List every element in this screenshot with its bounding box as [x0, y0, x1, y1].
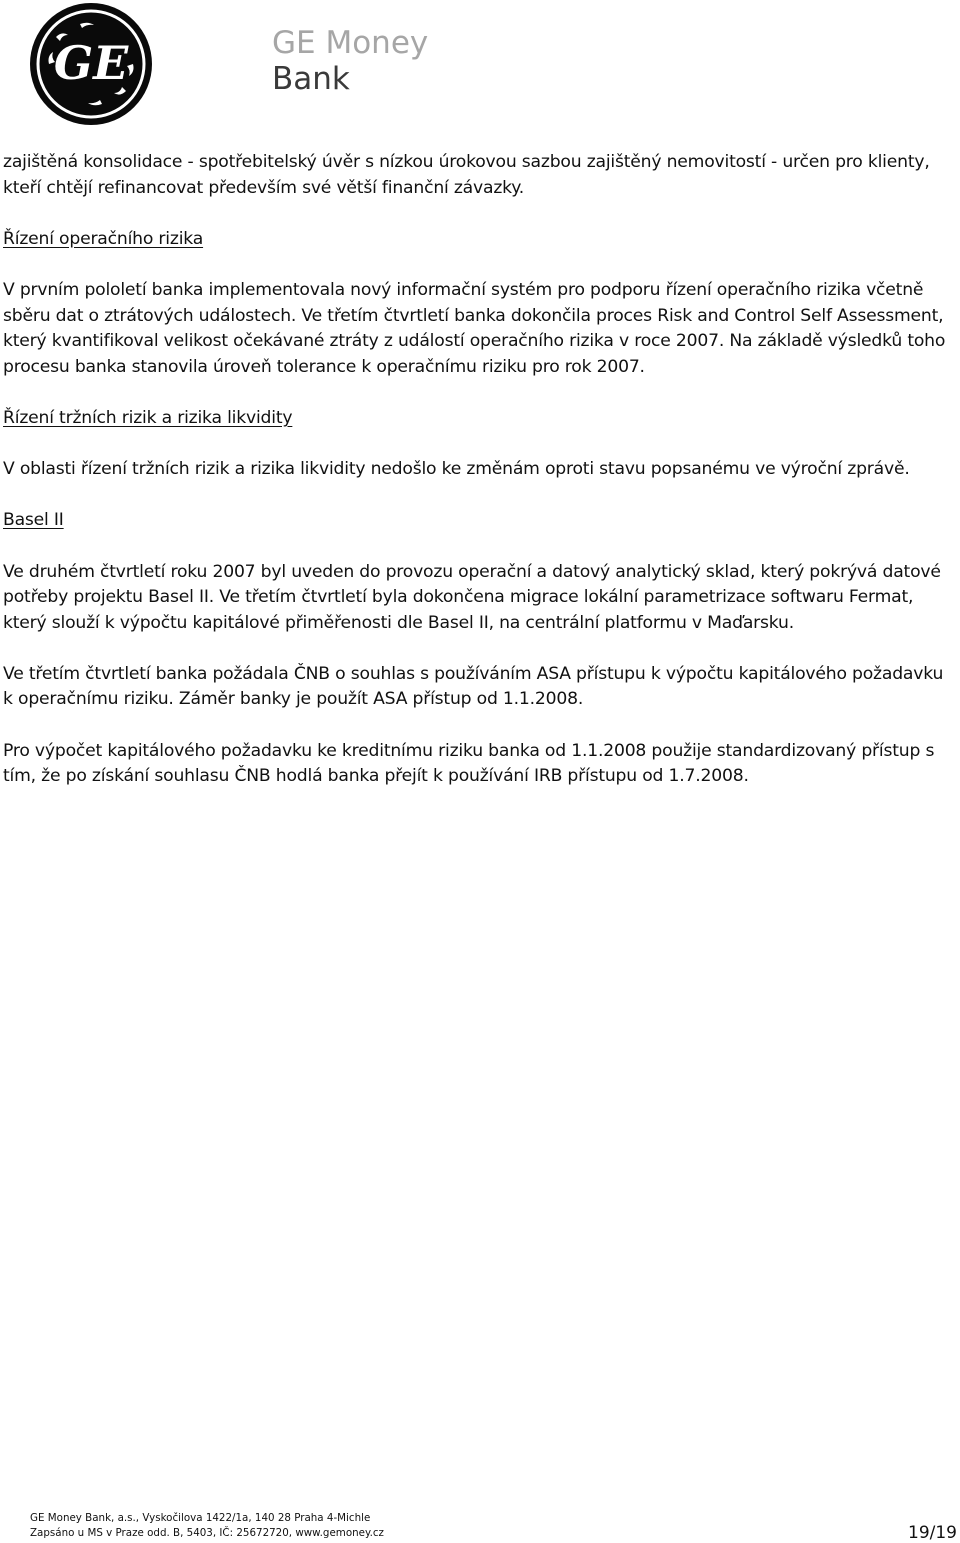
- brand-subname: Bank: [272, 61, 350, 97]
- section-heading-market-liquidity-risk: Řízení tržních rizik a rizika likvidity: [3, 407, 293, 428]
- ge-logo-icon: [28, 2, 154, 126]
- document-body: [3, 150, 958, 815]
- paragraph-operational-risk: V prvním pololetí banka implementovala nový informační systém pro podporu řízení operačního rizika včetně sběru dat o ztrátových událostech. Ve třetím čtvrtletí banka dokončila proces Risk and Control Self Assessment, který kvantifikoval velikost očekávané ztráty z událostí operačního rizika v roce 2007. Na základě výsledků toho procesu banka stanovila úroveň tolerance k operačnímu riziku pro rok 2007.: [3, 279, 946, 377]
- document-footer: [30, 1511, 384, 1541]
- section-heading-operational-risk: Řízení operačního rizika: [3, 228, 204, 249]
- footer-address: GE Money Bank, a.s., Vyskočilova 1422/1a, 140 28 Praha 4-Michle: [30, 1512, 371, 1524]
- brand-name: GE Money: [272, 25, 429, 61]
- paragraph-market-liquidity-risk: V oblasti řízení tržních rizik a rizika likvidity nedošlo ke změnám oproti stavu popsanému ve výroční zprávě.: [3, 459, 910, 480]
- paragraph-basel-ii-3: Pro výpočet kapitálového požadavku ke kreditnímu riziku banka od 1.1.2008 použije standardizovaný přístup s tím, že po získání souhlasu ČNB hodlá banka přejít k používání IRB přístupu od 1.7.2008.: [3, 740, 935, 787]
- footer-registration: Zapsáno u MS v Praze odd. B, 5403, IČ: 25672720, www.gemoney.cz: [30, 1527, 384, 1539]
- paragraph-basel-ii-2: Ve třetím čtvrtletí banka požádala ČNB o souhlas s používáním ASA přístupu k výpočtu kapitálového požadavku k operačnímu riziku. Záměr banky je použít ASA přístup od 1.1.2008.: [3, 663, 944, 710]
- paragraph-intro: zajištěná konsolidace - spotřebitelský úvěr s nízkou úrokovou sazbou zajištěný nemovitostí - určen pro klienty, kteří chtějí refinancovat především své větší finanční závazky.: [3, 152, 930, 198]
- section-heading-basel-ii: Basel II: [3, 510, 64, 531]
- paragraph-basel-ii-1: Ve druhém čtvrtletí roku 2007 byl uveden do provozu operační a datový analytický sklad, který pokrývá datové potřeby projektu Basel II. Ve třetím čtvrtletí byla dokončena migrace lokální parametrizace softwaru Fermat, který slouží k výpočtu kapitálové přiměřenosti dle Basel II, na centrální platformu v Maďarsku.: [3, 561, 941, 633]
- page-number: 19/19: [908, 1523, 957, 1543]
- svg-text:GE: GE: [53, 36, 129, 90]
